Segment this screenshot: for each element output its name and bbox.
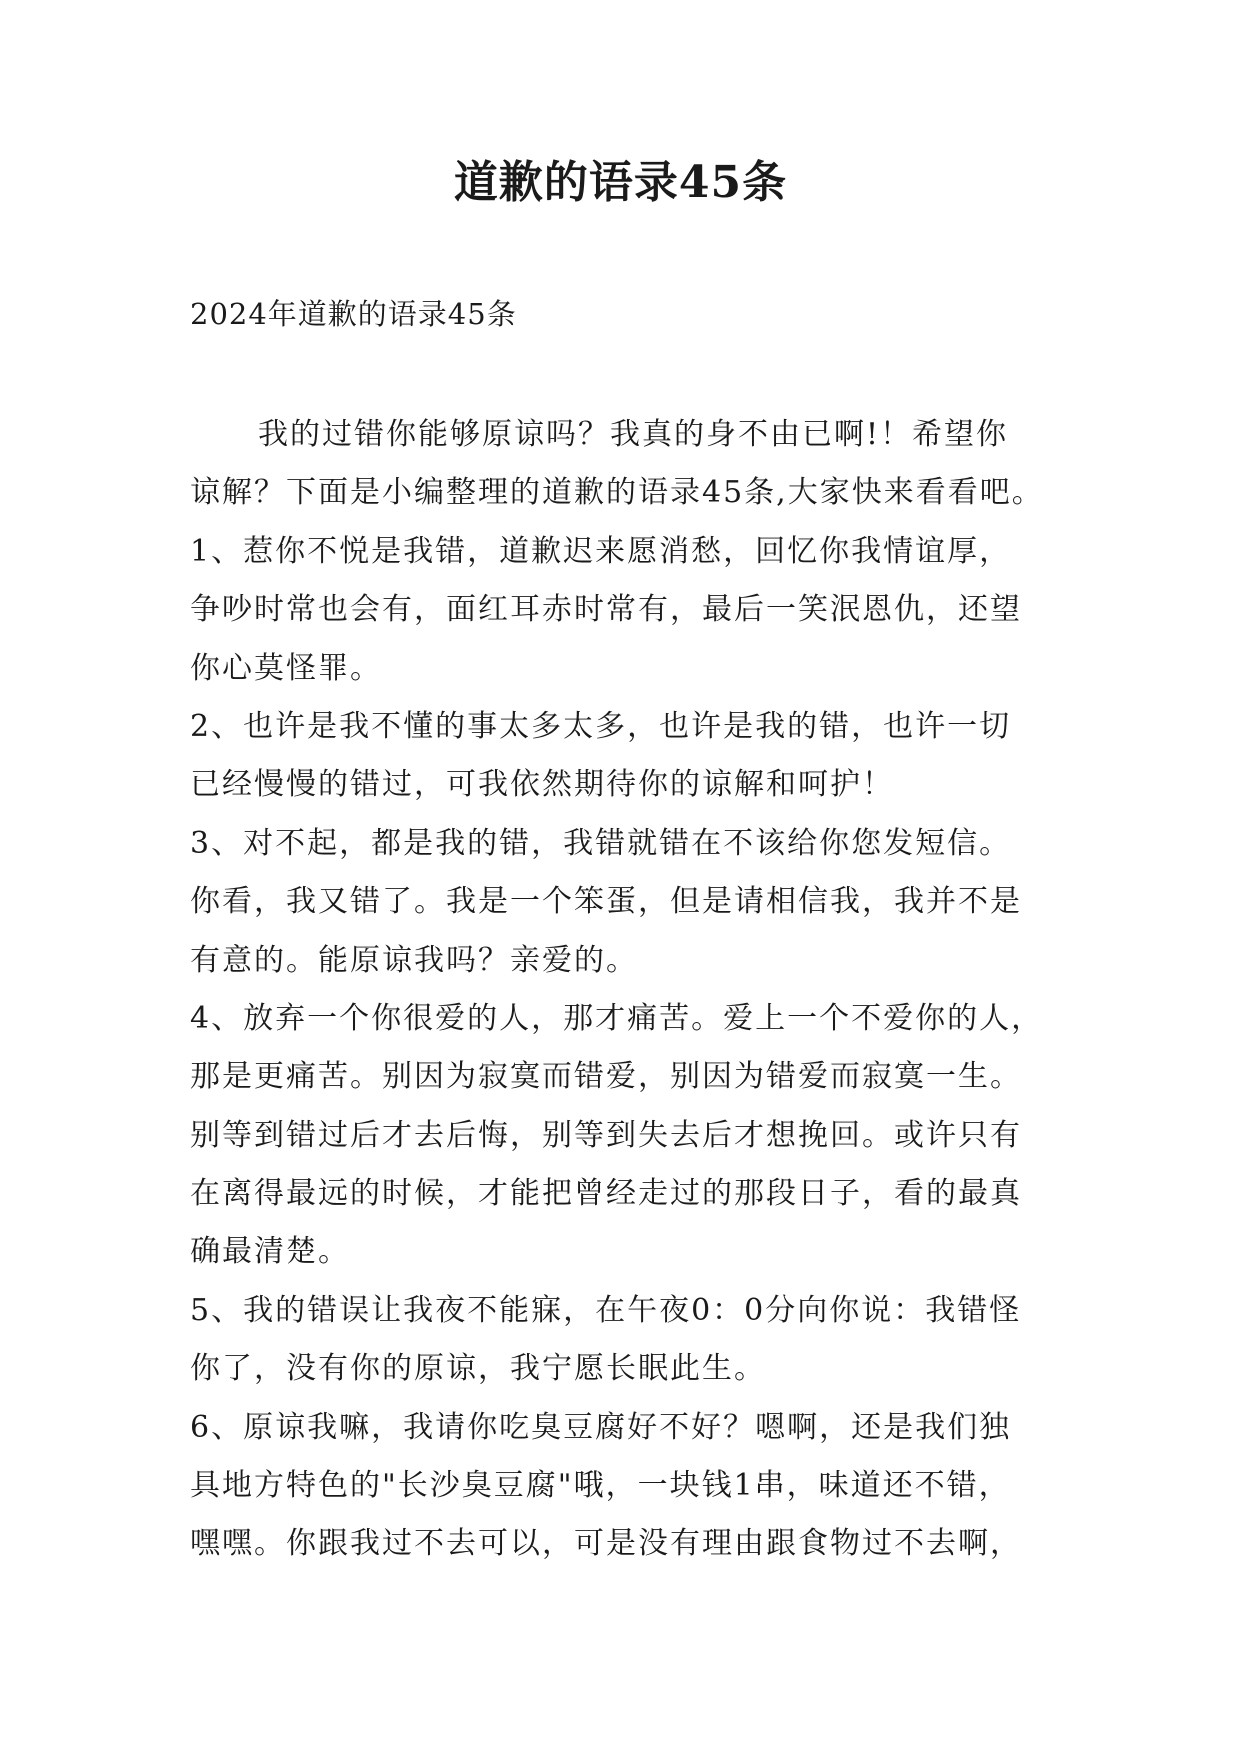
intro-line: 谅解？下面是小编整理的道歉的语录45条,大家快来看看吧。 [190,475,1044,511]
quote-line: 2、也许是我不懂的事太多太多，也许是我的错，也许一切 [190,708,1012,744]
quote-line: 你心莫怪罪。 [190,650,382,686]
quote-line: 6、原谅我嘛，我请你吃臭豆腐好不好？嗯啊，还是我们独 [190,1409,1012,1445]
document-title: 道歉的语录45条 [453,157,788,208]
quote-line: 5、我的错误让我夜不能寐，在午夜0：0分向你说：我错怪 [190,1292,1022,1328]
quote-line: 已经慢慢的错过，可我依然期待你的谅解和呵护！ [190,767,894,803]
quote-line: 你了，没有你的原谅，我宁愿长眠此生。 [190,1351,766,1387]
intro-line: 我的过错你能够原谅吗？我真的身不由已啊!！希望你 [258,417,1009,452]
quote-line: 你看，我又错了。我是一个笨蛋，但是请相信我，我并不是 [190,884,1022,920]
document-body [190,406,1060,1574]
quote-line: 有意的。能原谅我吗？亲爱的。 [190,942,638,978]
quote-line: 在离得最远的时候，才能把曾经走过的那段日子，看的最真 [190,1176,1022,1212]
quote-line: 那是更痛苦。别因为寂寞而错爱，别因为错爱而寂寞一生。 [190,1059,1022,1095]
quote-line: 争吵时常也会有，面红耳赤时常有，最后一笑泯恩仇，还望 [190,592,1022,628]
quote-line: 别等到错过后才去后悔，别等到失去后才想挽回。或许只有 [190,1117,1022,1153]
quote-line: 嘿嘿。你跟我过不去可以，可是没有理由跟食物过不去啊， [190,1526,1022,1562]
quote-line: 确最清楚。 [190,1234,350,1270]
quote-line: 1、惹你不悦是我错，道歉迟来愿消愁，回忆你我情谊厚， [190,533,1012,569]
quote-line: 4、放弃一个你很爱的人，那才痛苦。爱上一个不爱你的人， [190,1000,1044,1036]
quote-line: 具地方特色的"长沙臭豆腐"哦，一块钱1串，味道还不错， [190,1468,1011,1504]
document-subtitle: 2024年道歉的语录45条 [190,297,517,331]
quote-line: 3、对不起，都是我的错，我错就错在不该给你您发短信。 [190,825,1012,861]
